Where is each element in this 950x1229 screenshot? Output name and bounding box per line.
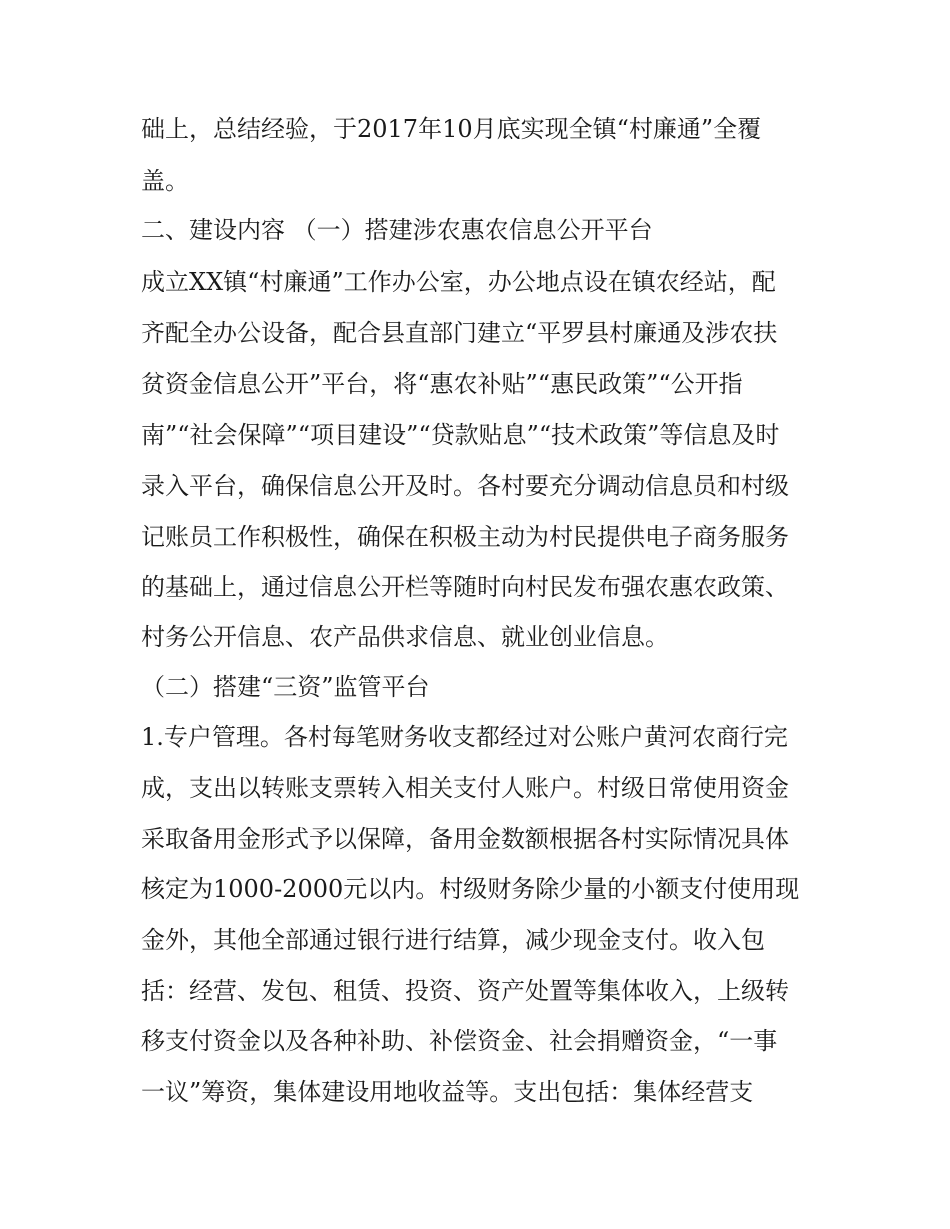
section-heading: 二、建设内容 （一）搭建涉农惠农信息公开平台 <box>141 216 653 244</box>
subsection-heading: （二）搭建“三资”监管平台 <box>141 673 430 701</box>
text-line: 一议”筹资，集体建设用地收益等。支出包括：集体经营支 <box>141 1078 754 1106</box>
text-line: 盖。 <box>141 167 189 195</box>
text-line: 1.专户管理。各村每笔财务收支都经过对公账户黄河农商行完 <box>141 723 788 751</box>
text-line: 村务公开信息、农产品供求信息、就业创业信息。 <box>141 623 669 651</box>
text-line: 核定为1000-2000元以内。村级财务除少量的小额支付使用现 <box>141 875 800 903</box>
text-line: 记账员工作积极性，确保在积极主动为村民提供电子商务服务 <box>141 523 789 551</box>
text-line: 移支付资金以及各种补助、补偿资金、社会捐赠资金，“一事 <box>141 1027 778 1055</box>
text-line: 南”“社会保障”“项目建设”“贷款贴息”“技术政策”等信息及时 <box>141 421 780 449</box>
text-line: 的基础上，通过信息公开栏等随时向村民发布强农惠农政策、 <box>141 573 789 601</box>
text-line: 录入平台，确保信息公开及时。各村要充分调动信息员和村级 <box>141 472 789 500</box>
text-line: 成立XX镇“村廉通”工作办公室，办公地点设在镇农经站，配 <box>141 268 776 296</box>
text-line: 成，支出以转账支票转入相关支付人账户。村级日常使用资金 <box>141 774 789 802</box>
text-line: 括：经营、发包、租赁、投资、资产处置等集体收入，上级转 <box>141 977 789 1005</box>
text-line: 齐配全办公设备，配合县直部门建立“平罗县村廉通及涉农扶 <box>141 319 778 347</box>
text-line: 础上，总结经验，于2017年10月底实现全镇“村廉通”全覆 <box>141 115 762 143</box>
text-line: 金外，其他全部通过银行进行结算，减少现金支付。收入包 <box>141 926 765 954</box>
text-line: 采取备用金形式予以保障，备用金数额根据各村实际情况具体 <box>141 825 789 853</box>
text-line: 贫资金信息公开”平台，将“惠农补贴”“惠民政策”“公开指 <box>141 370 743 398</box>
